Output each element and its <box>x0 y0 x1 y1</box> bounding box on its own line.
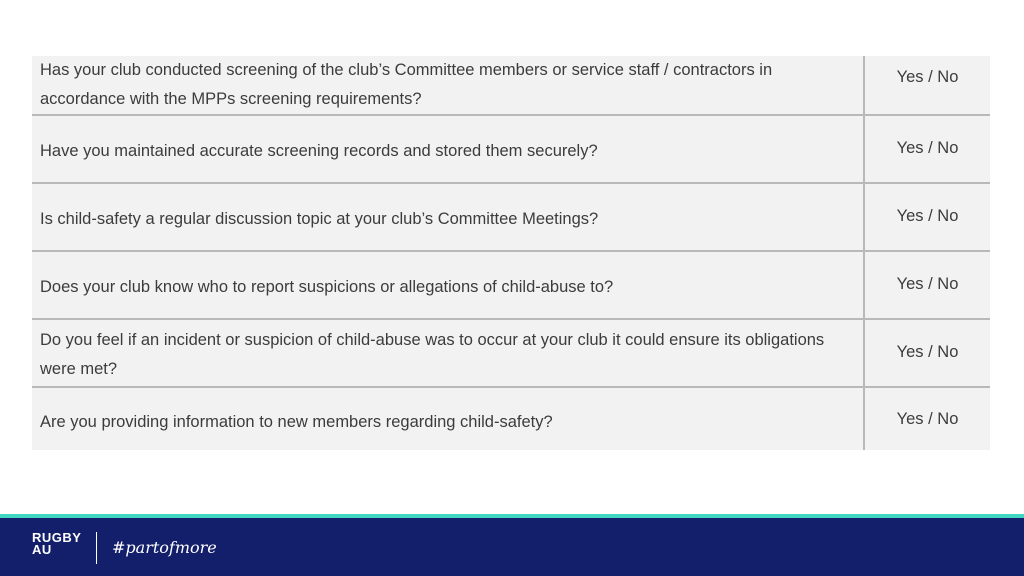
question-cell: Are you providing information to new members regarding child-safety? <box>32 388 865 450</box>
question-cell: Have you maintained accurate screening records and stored them securely? <box>32 116 865 182</box>
answer-cell: Yes / No <box>896 410 959 428</box>
footer-divider <box>96 532 97 564</box>
logo-line-1: RUGBY <box>32 530 82 545</box>
question-cell: Has your club conducted screening of the club’s Committee members or service staff / contractors in accordance with the MPPs screening requirements? <box>32 56 865 114</box>
table-row <box>32 184 990 252</box>
footer-bar <box>0 514 1024 576</box>
table-row <box>32 320 990 388</box>
table-row <box>32 116 990 184</box>
answer-cell: Yes / No <box>896 343 959 361</box>
checklist-table <box>32 56 990 450</box>
answer-cell: Yes / No <box>896 275 959 293</box>
answer-cell: Yes / No <box>896 207 959 225</box>
question-cell: Does your club know who to report suspicions or allegations of child-abuse to? <box>32 252 865 318</box>
hashtag-text: #partofmore <box>112 538 217 557</box>
logo-line-2: AU <box>32 542 52 557</box>
table-row <box>32 56 990 116</box>
table-row <box>32 388 990 450</box>
rugby-au-logo <box>32 532 81 556</box>
question-cell: Do you feel if an incident or suspicion of child-abuse was to occur at your club it could ensure its obligations were met? <box>32 320 865 386</box>
answer-cell: Yes / No <box>896 68 959 86</box>
answer-cell: Yes / No <box>896 139 959 157</box>
table-row <box>32 252 990 320</box>
question-cell: Is child-safety a regular discussion topic at your club’s Committee Meetings? <box>32 184 865 250</box>
